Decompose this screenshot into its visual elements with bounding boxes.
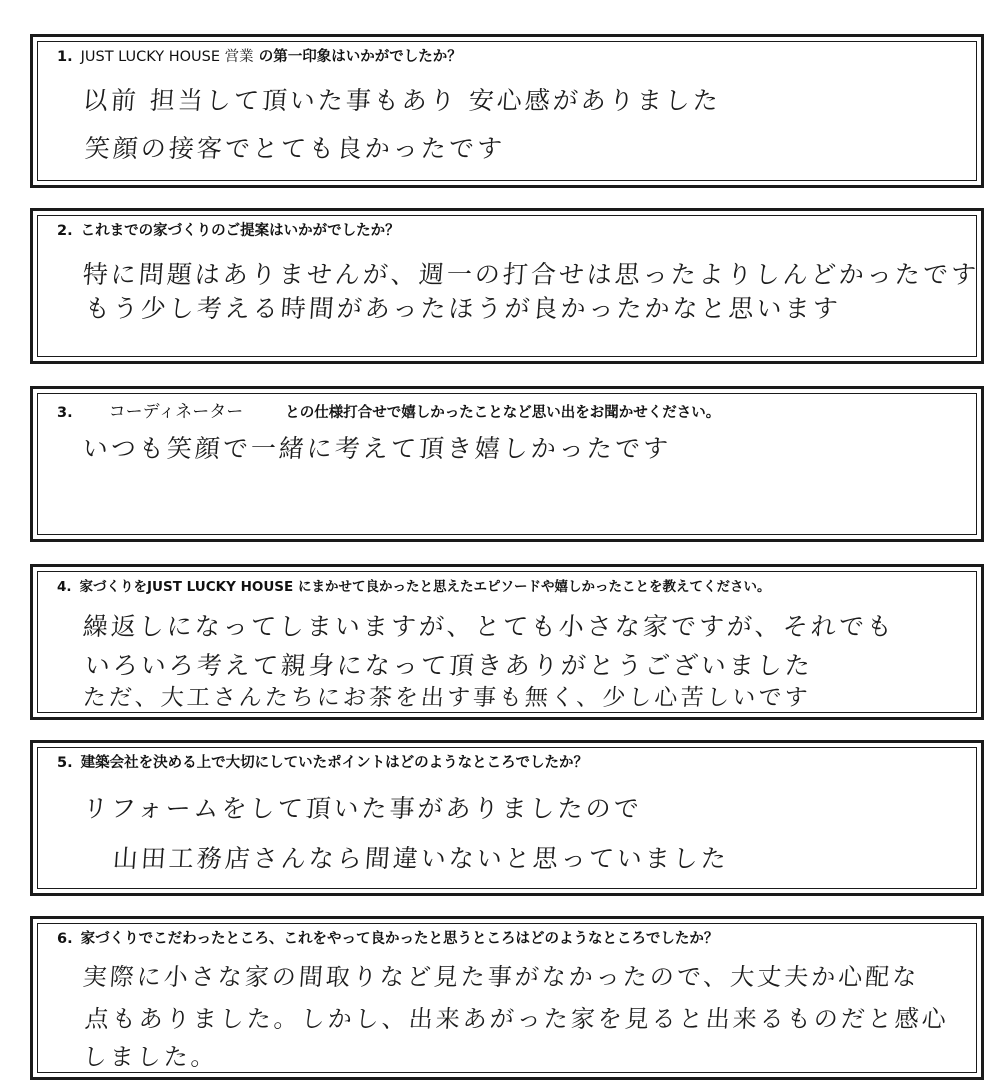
answer-line: しました。 [81,1043,219,1071]
question-text-6 [57,927,718,948]
question-number: 6. [57,931,73,947]
question-number: 4. [57,579,72,595]
question-text-3 [57,397,720,422]
question-text-1 [57,45,462,66]
answer-line: 笑顔の接客でとても良かったです [83,134,506,163]
answer-line: 点もありました。しかし、出来あがった家を見ると出来るものだと感心 [83,1005,950,1033]
question-prefix: コーディネーター [108,402,244,422]
question-box-1 [30,34,984,188]
question-box-6 [30,916,984,1080]
question-label: 家づくりをJUST LUCKY HOUSE にまかせて良かったと思えたエピソードや嬉しかったことを教えてください。 [79,579,771,595]
question-label: の第一印象はいかがでしたか？ [258,49,462,65]
answer-line: 実際に小さな家の間取りなど見た事がなかったので、大丈夫か心配な [81,963,921,991]
question-label: との仕様打合せで嬉しかったことなど思い出をお聞かせください。 [285,405,721,421]
question-label: 建築会社を決める上で大切にしていたポイントはどのようなところでしたか？ [80,755,588,771]
question-text-5 [57,751,588,772]
answer-line: 特に問題はありませんが、週一の打合せは思ったよりしんどかったです [81,260,980,289]
answer-line: もう少し考える時間があったほうが良かったかなと思います [83,294,842,323]
question-number: 3. [57,405,73,421]
question-box-5 [30,740,984,896]
question-box-4 [30,564,984,720]
answer-line: リフォームをして頂いた事がありましたので [81,794,643,823]
question-text-2 [57,219,400,240]
question-number: 5. [57,755,73,771]
answer-line: ただ、大工さんたちにお茶を出す事も無く、少し心苦しいです [81,685,812,711]
question-box-2 [30,208,984,364]
question-prefix: JUST LUCKY HOUSE 営業 [80,49,254,65]
question-number: 1. [57,49,73,65]
answer-line: いろいろ考えて親身になって頂きありがとうございました [83,651,814,680]
question-number: 2. [57,223,73,239]
question-label: 家づくりでこだわったところ、これをやって良かったと思うところはどのようなところでしたか？ [80,931,719,947]
answer-line: 以前 担当して頂いた事もあり 安心感がありました [81,86,722,115]
answer-line: 山田工務店さんなら間違いないと思っていました [111,844,730,873]
question-label: これまでの家づくりのご提案はいかがでしたか？ [80,223,400,239]
answer-line: 繰返しになってしまいますが、とても小さな家ですが、それでも [81,612,896,641]
answer-line: いつも笑顔で一緒に考えて頂き嬉しかったです [81,434,672,463]
question-box-3 [30,386,984,542]
question-text-4 [57,575,770,595]
